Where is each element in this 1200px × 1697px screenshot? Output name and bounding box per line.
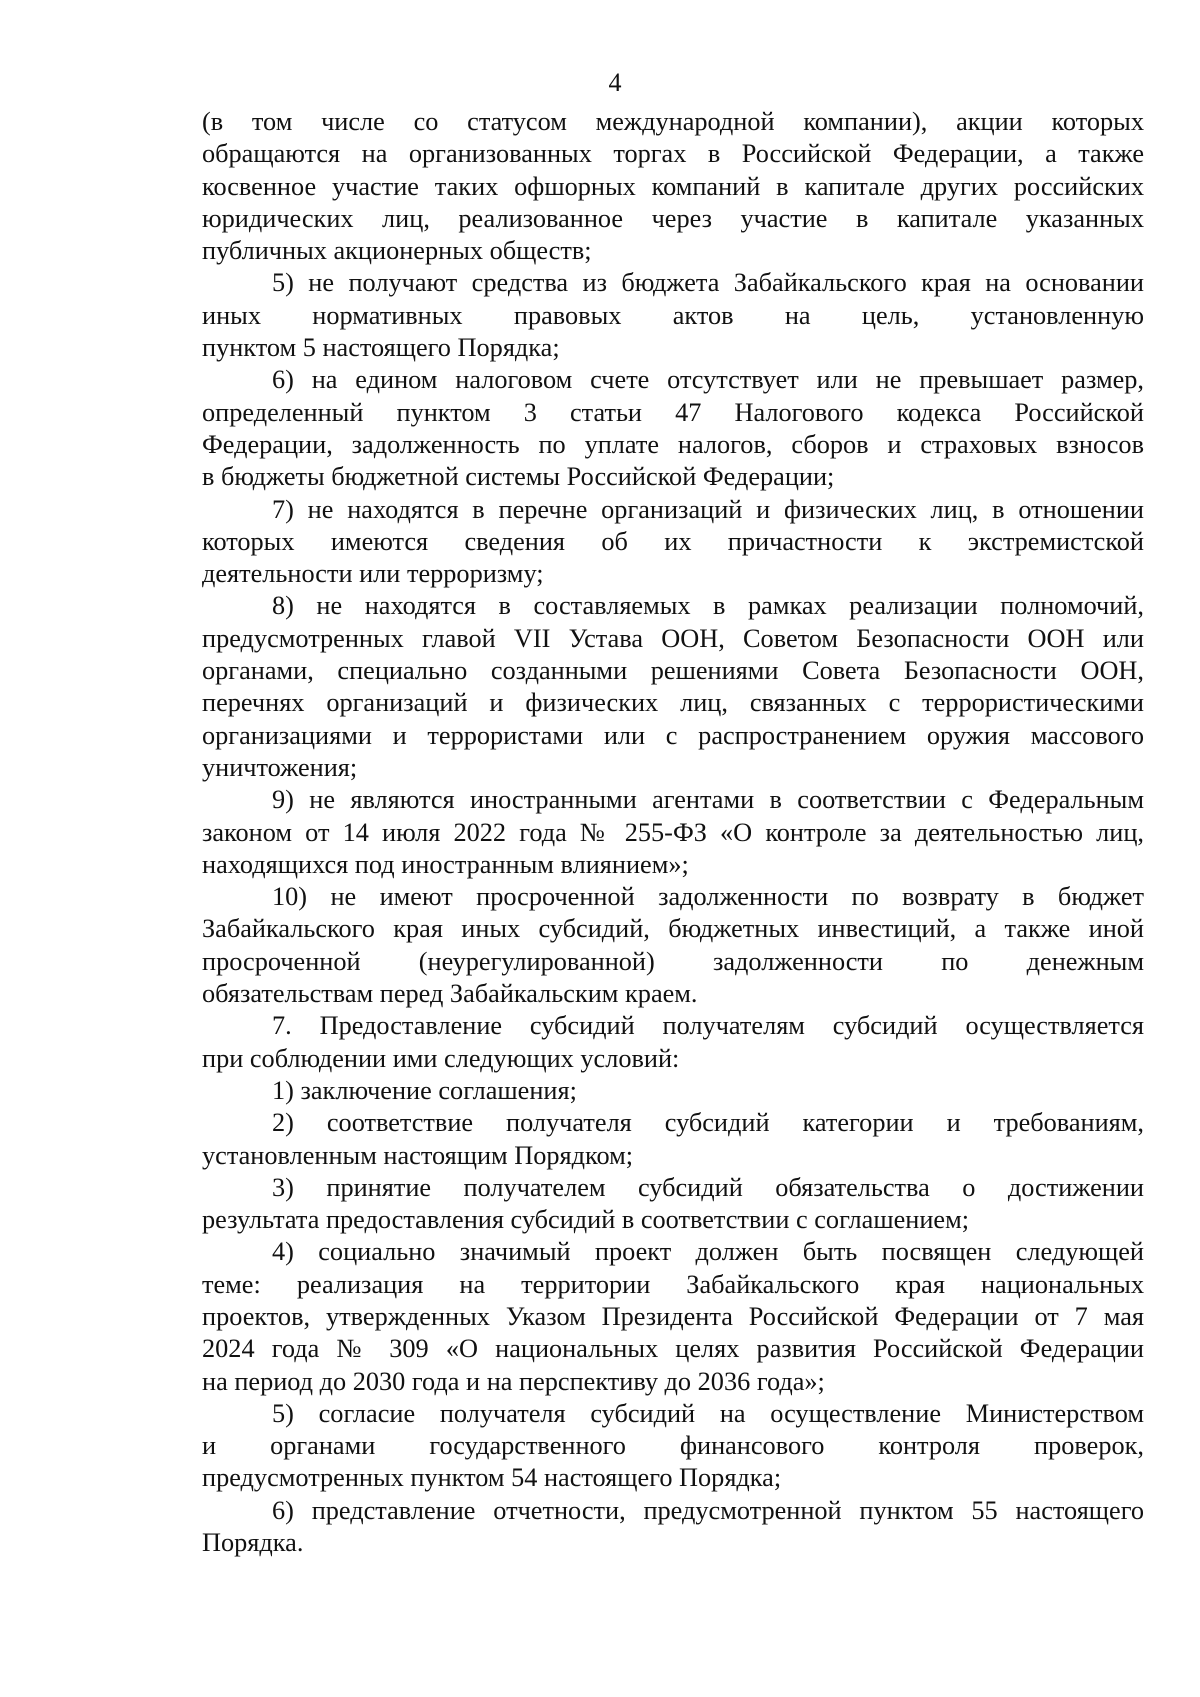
text-line: при соблюдении ими следующих условий: [202, 1043, 680, 1073]
text-line: Забайкальского края иных субсидий, бюджетных инвестиций, а также иной [202, 914, 1144, 944]
text-line: в бюджеты бюджетной системы Российской Федерации; [202, 462, 835, 492]
text-line: 6) представление отчетности, предусмотренной пунктом 55 настоящего [272, 1495, 1144, 1525]
text-line: законом от 14 июля 2022 года № 255-ФЗ «О контроле за деятельностью лиц, [202, 817, 1144, 847]
text-line: 7. Предоставление субсидий получателям субсидий осуществляется [272, 1011, 1144, 1041]
text-line: 9) не являются иностранными агентами в соответствии с Федеральным [272, 785, 1144, 815]
text-line: находящихся под иностранным влиянием»; [202, 849, 689, 879]
text-line: организациями и террористами или с распространением оружия массового [202, 720, 1144, 750]
text-line: предусмотренных пунктом 54 настоящего Порядка; [202, 1463, 782, 1493]
text-line: обязательствам перед Забайкальским краем. [202, 979, 698, 1009]
text-line: 6) на едином налоговом счете отсутствует или не превышает размер, [272, 365, 1144, 395]
text-line: юридических лиц, реализованное через участие в капитале указанных [202, 203, 1144, 233]
text-line: иных нормативных правовых актов на цель, установленную [202, 300, 1144, 330]
text-line: установленным настоящим Порядком; [202, 1140, 634, 1170]
text-line: органами, специально созданными решениями Совета Безопасности ООН, [202, 656, 1144, 686]
text-line: обращаются на организованных торгах в Российской Федерации, а также [202, 139, 1144, 169]
text-line: 5) не получают средства из бюджета Забайкальского края на основании [272, 268, 1144, 298]
text-line: перечнях организаций и физических лиц, связанных с террористическими [202, 688, 1144, 718]
text-line: 1) заключение соглашения; [272, 1075, 577, 1105]
text-line: 2024 года № 309 «О национальных целях развития Российской Федерации [202, 1334, 1144, 1364]
text-line: предусмотренных главой VII Устава ООН, Советом Безопасности ООН или [202, 623, 1144, 653]
text-line: результата предоставления субсидий в соответствии с соглашением; [202, 1205, 970, 1235]
text-line: Федерации, задолженность по уплате налогов, сборов и страховых взносов [202, 429, 1144, 459]
text-line: 2) соответствие получателя субсидий категории и требованиям, [272, 1108, 1144, 1138]
text-line: деятельности или терроризму; [202, 559, 544, 589]
text-line: 3) принятие получателем субсидий обязательства о достижении [272, 1172, 1144, 1202]
text-line: Порядка. [202, 1528, 304, 1558]
text-line: которых имеются сведения об их причастности к экстремистской [202, 526, 1144, 556]
text-line: 5) согласие получателя субсидий на осуществление Министерством [272, 1398, 1144, 1428]
text-line: просроченной (неурегулированной) задолженности по денежным [202, 946, 1144, 976]
text-line: 4) социально значимый проект должен быть посвящен следующей [272, 1237, 1144, 1267]
text-line: определенный пунктом 3 статьи 47 Налогового кодекса Российской [202, 397, 1144, 427]
text-line: 10) не имеют просроченной задолженности по возврату в бюджет [272, 882, 1144, 912]
text-line: и органами государственного финансового контроля проверок, [202, 1431, 1144, 1461]
text-line: публичных акционерных обществ; [202, 236, 592, 266]
text-line: косвенное участие таких офшорных компаний в капитале других российских [202, 171, 1144, 201]
text-line: 7) не находятся в перечне организаций и физических лиц, в отношении [272, 494, 1144, 524]
text-line: на период до 2030 года и на перспективу до 2036 года»; [202, 1366, 825, 1396]
text-line: (в том числе со статусом международной компании), акции которых [202, 107, 1144, 136]
text-line: проектов, утвержденных Указом Президента Российской Федерации от 7 мая [202, 1301, 1144, 1331]
text-line: 8) не находятся в составляемых в рамках реализации полномочий, [272, 591, 1144, 621]
page-number: 4 [608, 68, 622, 97]
text-line: уничтожения; [202, 752, 358, 782]
text-line: теме: реализация на территории Забайкальского края национальных [202, 1269, 1144, 1299]
document-body [202, 106, 1144, 1559]
text-line: пунктом 5 настоящего Порядка; [202, 333, 560, 363]
